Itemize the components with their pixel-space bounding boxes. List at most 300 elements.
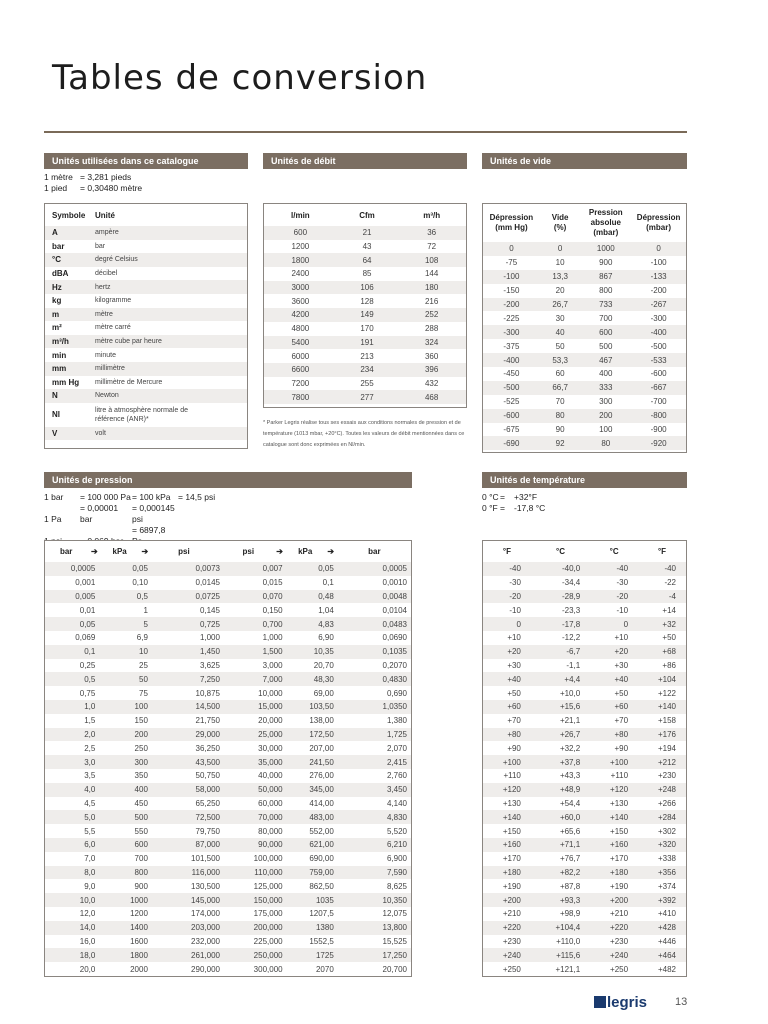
unit-name: décibel: [95, 270, 118, 278]
table-cell: 1800: [101, 948, 152, 962]
table-cell: 6600: [264, 363, 337, 377]
table-cell: 0: [483, 617, 531, 631]
table-cell: +220: [483, 921, 531, 935]
table-cell: 333: [580, 381, 631, 395]
table-row: [483, 686, 686, 700]
table-row: [264, 336, 466, 350]
table-cell: 450: [134, 798, 148, 808]
table-row: [483, 325, 686, 339]
table-cell: +80: [483, 728, 531, 742]
table-row: [483, 298, 686, 312]
pressure-units-table: [44, 540, 412, 977]
table-cell: +32,2: [559, 743, 581, 753]
table-cell: 4,830: [338, 810, 411, 824]
note-line: [44, 492, 238, 503]
table-cell: 232,000: [191, 936, 220, 946]
temperature-units-table: [482, 540, 687, 977]
unit-symbol: min: [52, 350, 67, 360]
unit-symbol: kg: [52, 296, 62, 306]
table-cell: +30: [614, 660, 629, 670]
table-row: [264, 363, 466, 377]
table-cell: 150,000: [224, 893, 287, 907]
note-part: = 14,5 psi: [178, 492, 216, 502]
table-cell: 467: [580, 353, 631, 367]
table-cell: 80,000: [258, 826, 283, 836]
table-cell: -133: [631, 270, 686, 284]
table-cell: -10: [616, 605, 629, 615]
table-cell: 3600: [291, 296, 310, 306]
table-cell: 2,5: [84, 743, 96, 753]
table-row: [45, 376, 247, 390]
col-header: Pression absolue (mbar): [588, 208, 623, 237]
note-line: [44, 503, 238, 525]
table-cell: 50: [555, 341, 565, 351]
table-row: [483, 423, 686, 437]
table-row: [264, 349, 466, 363]
table-cell: +210: [610, 909, 629, 919]
table-cell: 800: [101, 866, 152, 880]
table-cell: 4200: [264, 308, 337, 322]
table-row: [483, 311, 686, 325]
table-cell: 900: [599, 258, 613, 268]
table-cell: 10,0: [45, 893, 101, 907]
table-cell: +65,6: [559, 826, 581, 836]
table-cell: 138,00: [309, 716, 334, 726]
table-row: [45, 267, 247, 281]
table-row: [45, 562, 411, 576]
table-cell: +158: [657, 716, 676, 726]
temperature-units-header: Unités de température: [482, 472, 687, 488]
table-cell: -600: [483, 409, 540, 423]
table-row: [45, 797, 411, 811]
table-cell: 72,500: [152, 810, 224, 824]
table-cell: 7,590: [338, 866, 411, 880]
table-cell: +60: [483, 700, 531, 714]
table-cell: 80: [580, 436, 631, 450]
table-cell: 7,0: [84, 854, 96, 864]
table-cell: +32: [638, 617, 686, 631]
table-cell: 200: [580, 409, 631, 423]
table-cell: +240: [483, 948, 531, 962]
table-cell: +140: [638, 700, 686, 714]
table-cell: 690,00: [309, 854, 334, 864]
table-cell: -690: [483, 436, 540, 450]
table-cell: 0: [483, 242, 540, 256]
table-cell: 170: [360, 324, 374, 334]
table-cell: 48,30: [287, 672, 338, 686]
table-cell: +212: [638, 755, 686, 769]
table-cell: +464: [638, 948, 686, 962]
table-cell: -300: [650, 313, 667, 323]
table-cell: -40,0: [531, 562, 590, 576]
table-cell: +20: [483, 645, 531, 659]
col-header: Symbole: [52, 210, 86, 220]
table-cell: -900: [650, 425, 667, 435]
table-cell: +43,3: [559, 771, 581, 781]
table-cell: 1800: [264, 253, 337, 267]
note-label: 1 pied: [44, 183, 68, 193]
table-cell: +220: [590, 921, 638, 935]
table-cell: 40: [540, 325, 581, 339]
table-cell: -34,4: [561, 578, 581, 588]
table-cell: -30: [509, 578, 521, 588]
col-header: Dépression (mbar): [636, 213, 681, 232]
page-number: 13: [675, 996, 688, 1008]
table-cell: 116,000: [152, 866, 224, 880]
catalogue-notes: [44, 172, 142, 194]
table-row: [483, 284, 686, 298]
table-cell: 0,001: [75, 578, 96, 588]
table-cell: -700: [650, 397, 667, 407]
arrow-icon: ➔: [327, 547, 335, 556]
col-header: kPa: [112, 547, 127, 556]
pressure-notes: [44, 492, 238, 547]
table-cell: +140: [483, 810, 531, 824]
note-value: = 3,281 pieds: [80, 172, 132, 182]
note-part: 0 °F: [482, 503, 498, 513]
table-row: [45, 645, 411, 659]
table-cell: 1,04: [318, 605, 334, 615]
note-part: 1 Pa: [44, 514, 62, 524]
table-cell: 1,000: [262, 633, 283, 643]
table-row: [264, 294, 466, 308]
table-row: [483, 659, 686, 673]
table-row: [483, 838, 686, 852]
table-row: [45, 728, 411, 742]
unit-symbol: Hz: [45, 280, 95, 294]
table-cell: -500: [483, 381, 540, 395]
table-row: [45, 962, 411, 976]
table-cell: +86: [662, 660, 676, 670]
table-cell: +21,1: [559, 716, 581, 726]
note-part: = 0,000145 psi: [132, 503, 175, 524]
table-cell: 58,000: [152, 783, 224, 797]
table-cell: +130: [502, 798, 521, 808]
table-row: [264, 377, 466, 391]
title-divider: [44, 131, 687, 133]
table-row: [45, 879, 411, 893]
table-row: [483, 893, 686, 907]
table-cell: 0,0005: [45, 562, 101, 576]
table-cell: 20,700: [382, 964, 407, 974]
table-cell: 5,520: [386, 826, 407, 836]
table-cell: 43,500: [152, 755, 224, 769]
table-cell: 234: [337, 363, 398, 377]
table-cell: -10: [509, 605, 521, 615]
table-row: [483, 700, 686, 714]
table-cell: 241,50: [287, 755, 338, 769]
note-part: =: [500, 503, 505, 513]
table-cell: +248: [638, 783, 686, 797]
table-cell: 250: [134, 743, 148, 753]
table-cell: +230: [657, 771, 676, 781]
note-label: 1 mètre: [44, 172, 73, 182]
table-cell: 25: [139, 660, 148, 670]
table-cell: -23,3: [561, 605, 581, 615]
unit-name: Newton: [95, 389, 247, 403]
unit-name: mètre: [95, 308, 247, 322]
table-cell: 0,690: [386, 688, 407, 698]
table-cell: 350: [134, 771, 148, 781]
table-cell: +266: [657, 798, 676, 808]
table-cell: 79,750: [195, 826, 220, 836]
table-cell: 0,0005: [338, 562, 411, 576]
table-cell: 10,000: [258, 688, 283, 698]
table-cell: +170: [502, 854, 521, 864]
table-cell: 6,0: [45, 838, 101, 852]
table-cell: 7,000: [224, 672, 287, 686]
pressure-units-header: Unités de pression: [44, 472, 412, 488]
table-cell: +10: [614, 633, 629, 643]
table-row: [45, 308, 247, 322]
table-row: [45, 824, 411, 838]
table-row: [45, 631, 411, 645]
table-cell: 300: [101, 755, 152, 769]
table-cell: -30: [616, 578, 629, 588]
table-cell: +230: [610, 936, 629, 946]
table-cell: 100: [101, 700, 152, 714]
table-cell: 35,000: [224, 755, 287, 769]
table-cell: +121,1: [555, 964, 581, 974]
table-cell: 2,070: [386, 743, 407, 753]
note-part: +32°F: [514, 492, 538, 502]
table-cell: 0,05: [45, 617, 101, 631]
table-cell: 3,0: [45, 755, 101, 769]
table-cell: 172,50: [287, 728, 338, 742]
table-cell: 1,5: [84, 716, 96, 726]
table-cell: 16,0: [79, 936, 96, 946]
table-row: [45, 921, 411, 935]
note-line: [482, 503, 564, 514]
table-cell: 1000: [101, 893, 152, 907]
table-cell: +93,3: [531, 893, 590, 907]
table-cell: 0,145: [199, 605, 220, 615]
table-cell: 128: [360, 296, 374, 306]
table-cell: 759,00: [287, 866, 338, 880]
table-cell: 1,0: [45, 700, 101, 714]
table-cell: 36: [397, 226, 466, 240]
legris-logo: [594, 994, 647, 1011]
catalogue-units-header: Unités utilisées dans ce catalogue: [44, 153, 248, 169]
table-cell: 10,350: [338, 893, 411, 907]
unit-symbol: Nl: [52, 410, 60, 420]
table-row: [45, 253, 247, 267]
table-cell: 29,000: [152, 728, 224, 742]
table-cell: -500: [650, 341, 667, 351]
table-cell: -800: [631, 409, 686, 423]
table-cell: +14: [662, 605, 676, 615]
table-cell: 1035: [287, 893, 338, 907]
unit-symbol: bar: [52, 241, 65, 251]
table-cell: 552,00: [309, 826, 334, 836]
col-header: Vide (%): [551, 213, 569, 232]
table-cell: 207,00: [309, 743, 334, 753]
table-cell: 10,875: [195, 688, 220, 698]
table-cell: 3,450: [338, 783, 411, 797]
table-cell: 10: [101, 645, 152, 659]
table-cell: 500: [101, 810, 152, 824]
table-cell: 1725: [287, 948, 338, 962]
table-cell: 288: [424, 324, 439, 334]
table-cell: 1400: [101, 921, 152, 935]
table-cell: 2400: [291, 269, 310, 279]
table-cell: -40: [638, 562, 686, 576]
table-cell: 0,1: [45, 645, 101, 659]
table-cell: 20,000: [258, 716, 283, 726]
table-row: [483, 962, 686, 976]
table-cell: +98,9: [559, 909, 581, 919]
table-cell: 8,625: [386, 881, 407, 891]
table-cell: 21: [337, 226, 398, 240]
table-cell: +210: [502, 909, 521, 919]
table-cell: 15,525: [382, 936, 407, 946]
table-cell: +4,4: [531, 672, 590, 686]
table-row: [264, 267, 466, 281]
table-row: [45, 948, 411, 962]
table-cell: +140: [590, 810, 638, 824]
table-row: [45, 348, 247, 362]
unit-symbol: mm: [45, 362, 95, 376]
table-cell: -4: [638, 590, 686, 604]
table-cell: 36,250: [195, 743, 220, 753]
table-cell: 0,1: [322, 578, 334, 588]
table-cell: +90: [507, 743, 521, 753]
table-cell: 30,000: [258, 743, 283, 753]
table-cell: 1200: [130, 909, 148, 919]
table-cell: 130,500: [191, 881, 220, 891]
table-row: [45, 672, 411, 686]
table-cell: 174,000: [191, 909, 220, 919]
table-cell: +190: [502, 881, 521, 891]
table-cell: 0,015: [262, 578, 283, 588]
table-cell: +180: [590, 866, 638, 880]
table-cell: 3,5: [84, 771, 96, 781]
table-cell: 468: [397, 390, 466, 404]
table-cell: +160: [590, 838, 638, 852]
unit-name: kilogramme: [95, 297, 132, 305]
table-cell: 2000: [130, 964, 148, 974]
table-row: [483, 242, 686, 256]
table-row: [45, 226, 247, 240]
table-cell: 0,01: [79, 605, 96, 615]
table-cell: 500: [599, 341, 613, 351]
table-cell: +392: [638, 893, 686, 907]
table-cell: +50: [507, 688, 521, 698]
table-cell: 14,500: [152, 700, 224, 714]
table-row: [483, 741, 686, 755]
note-part: =: [500, 492, 505, 502]
table-cell: -450: [503, 369, 520, 379]
table-cell: 10,35: [287, 645, 338, 659]
table-cell: 70,000: [224, 810, 287, 824]
temperature-notes: [482, 492, 564, 514]
table-cell: 276,00: [309, 771, 334, 781]
note-line: [482, 492, 564, 503]
unit-name: minute: [95, 351, 117, 359]
table-row: [483, 755, 686, 769]
table-row: [483, 879, 686, 893]
table-cell: 0: [590, 617, 638, 631]
table-row: [45, 280, 247, 294]
table-row: [45, 362, 247, 376]
table-cell: 261,000: [152, 948, 224, 962]
table-row: [483, 824, 686, 838]
table-cell: 300,000: [253, 964, 283, 974]
table-cell: 800: [599, 286, 613, 296]
table-row: [483, 866, 686, 880]
table-cell: 0,700: [224, 617, 287, 631]
table-cell: +50: [614, 688, 629, 698]
table-cell: 3,625: [199, 660, 220, 670]
table-cell: -667: [631, 381, 686, 395]
note-part: 1 bar: [44, 492, 64, 502]
note-part: 0 °C: [482, 492, 499, 502]
table-cell: -150: [503, 286, 520, 296]
note-value: = 0,30480 mètre: [80, 183, 143, 193]
table-cell: 6000: [291, 351, 310, 361]
table-row: [45, 686, 411, 700]
table-cell: 175,000: [253, 909, 283, 919]
table-cell: 100: [599, 425, 613, 435]
table-cell: 203,000: [152, 921, 224, 935]
table-row: [264, 390, 466, 404]
table-cell: 0,069: [75, 633, 96, 643]
table-cell: 0,0048: [338, 590, 411, 604]
table-cell: 414,00: [309, 798, 334, 808]
table-row: [483, 907, 686, 921]
table-cell: 0,0010: [382, 578, 407, 588]
table-cell: 700: [599, 313, 613, 323]
table-cell: 180: [397, 281, 466, 295]
table-cell: 1,450: [152, 645, 224, 659]
table-row: [483, 395, 686, 409]
table-row: [45, 838, 411, 852]
table-cell: +68: [638, 645, 686, 659]
unit-name: millimètre de Mercure: [95, 378, 163, 386]
unit-symbol: m²: [52, 323, 62, 333]
table-cell: -6,7: [531, 645, 590, 659]
table-cell: 225,000: [253, 936, 283, 946]
col-header: °F: [502, 547, 511, 556]
table-cell: 4800: [291, 324, 310, 334]
table-cell: +230: [502, 936, 521, 946]
table-cell: 1: [143, 605, 148, 615]
table-row: [264, 240, 466, 254]
table-cell: -267: [631, 298, 686, 312]
table-cell: +338: [657, 854, 676, 864]
table-row: [45, 935, 411, 949]
table-cell: 290,000: [191, 964, 220, 974]
table-cell: 1,725: [338, 728, 411, 742]
unit-symbol: V: [45, 427, 95, 441]
table-cell: -400: [631, 325, 686, 339]
table-cell: 12,075: [382, 909, 407, 919]
table-row: [483, 353, 686, 367]
table-cell: -17,8: [531, 617, 590, 631]
table-cell: 90,000: [224, 838, 287, 852]
table-cell: 25,000: [224, 728, 287, 742]
table-cell: +110,0: [556, 936, 581, 946]
table-cell: 0,0073: [152, 562, 224, 576]
table-cell: -300: [483, 325, 540, 339]
table-cell: +15,6: [531, 700, 590, 714]
table-cell: +60,0: [531, 810, 590, 824]
table-cell: +446: [657, 936, 676, 946]
table-cell: +428: [638, 921, 686, 935]
table-cell: 277: [337, 390, 398, 404]
table-cell: 14,0: [45, 921, 101, 935]
table-cell: 213: [360, 351, 374, 361]
